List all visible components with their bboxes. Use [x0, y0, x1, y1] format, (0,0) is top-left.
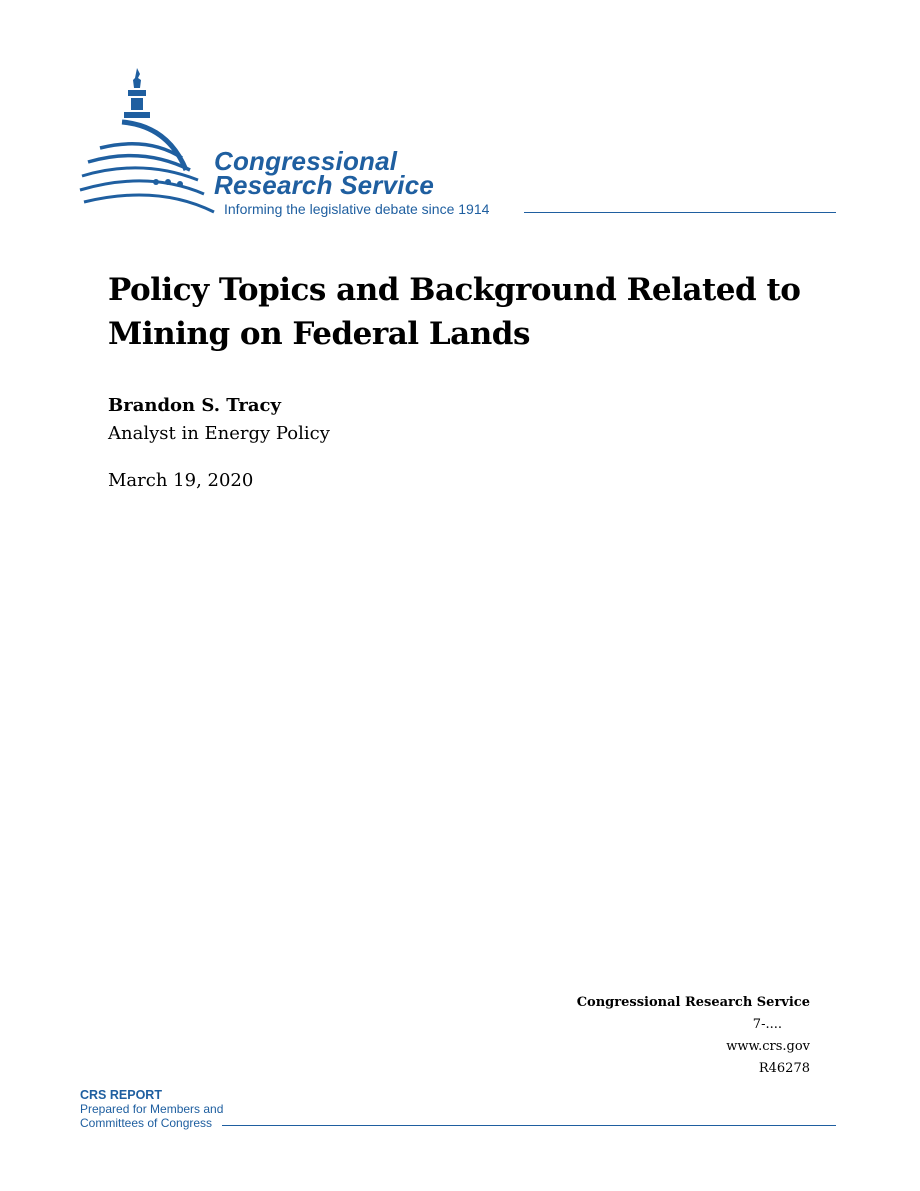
meta-report-number: R46278 [758, 1061, 810, 1076]
meta-organization: Congressional Research Service [576, 995, 810, 1010]
footer-divider [222, 1125, 836, 1126]
meta-phone: 7-.... [752, 1017, 782, 1032]
footer-crs-report [80, 1088, 223, 1130]
author-name: Brandon S. Tracy [108, 395, 281, 416]
logo-tagline: Informing the legislative debate since 1914 [224, 200, 493, 218]
logo-wordmark-line1: Congressional [214, 146, 398, 176]
report-date: March 19, 2020 [108, 470, 254, 491]
footer-line1: Prepared for Members and [80, 1102, 224, 1116]
author-title: Analyst in Energy Policy [108, 423, 330, 444]
logo-divider [524, 212, 836, 213]
report-meta [577, 992, 810, 1080]
footer-line2: Committees of Congress [80, 1116, 213, 1130]
crs-logo [78, 66, 838, 226]
meta-website-link[interactable]: www.crs.gov [726, 1039, 810, 1054]
report-title: Policy Topics and Background Related to Mining on Federal Lands [108, 272, 801, 352]
capitol-dome-icon [78, 66, 218, 216]
logo-wordmark-line2: Research Service [214, 170, 435, 200]
footer-label: CRS REPORT [80, 1088, 162, 1102]
